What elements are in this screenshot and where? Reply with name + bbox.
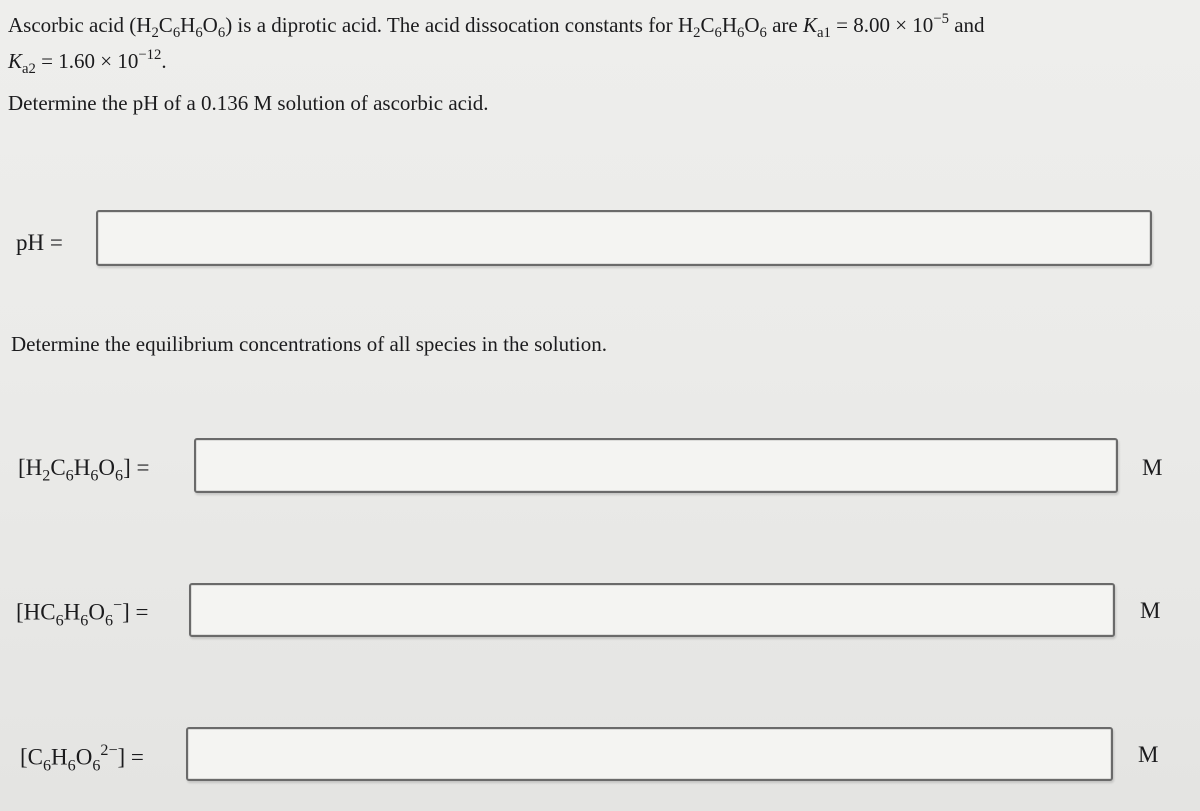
- formula-subscript: 6: [104, 612, 114, 630]
- h2a-unit: M: [1142, 455, 1163, 480]
- formula-text: ] =: [122, 599, 149, 625]
- formula-text: ] =: [117, 744, 144, 770]
- formula-subscript: 6: [43, 757, 52, 775]
- formula-charge: −: [113, 597, 123, 614]
- formula-text: O: [75, 744, 93, 770]
- ka1-symbol: K: [802, 12, 817, 37]
- formula-inline-1: [136, 12, 226, 41]
- formula-subscript: 2: [151, 24, 159, 41]
- problem-line-2: [8, 42, 167, 82]
- h2a-label: [18, 455, 149, 486]
- formula-text: H: [51, 744, 68, 770]
- ka1-value: = 8.00 × 10: [830, 12, 934, 37]
- question-concentrations: Determine the equilibrium concentrations of all species in the solution.: [11, 332, 608, 356]
- formula-text: [HC: [16, 599, 56, 625]
- formula-subscript: 6: [115, 467, 124, 485]
- formula-subscript: 6: [759, 24, 767, 41]
- formula-text: H: [63, 599, 81, 625]
- formula-inline-2: [677, 12, 767, 41]
- formula-text: C: [700, 12, 715, 37]
- formula-subscript: 6: [195, 24, 203, 41]
- formula-text: [C: [20, 744, 43, 770]
- formula-text: C: [158, 12, 173, 37]
- question-ph: Determine the pH of a 0.136 M solution of ascorbic acid.: [8, 91, 489, 115]
- formula-text: O: [98, 455, 116, 480]
- problem-text-are: are: [766, 12, 803, 37]
- problem-line-1: [8, 6, 985, 46]
- formula-charge: 2−: [100, 742, 118, 759]
- formula-text: H: [73, 455, 91, 480]
- problem-text-start: Ascorbic acid (: [8, 12, 137, 37]
- formula-text: H: [136, 12, 152, 37]
- formula-subscript: 6: [90, 467, 99, 485]
- ka2-subscript: a2: [22, 60, 36, 77]
- a-unit: M: [1138, 742, 1159, 767]
- ph-label: pH =: [16, 230, 63, 255]
- h2a-concentration-input[interactable]: [194, 438, 1118, 493]
- ka2-symbol: K: [8, 48, 23, 73]
- formula-subscript: 6: [55, 612, 64, 630]
- ph-input[interactable]: [96, 210, 1152, 266]
- ha-concentration-input[interactable]: [189, 583, 1115, 637]
- ha-label: [16, 597, 148, 630]
- formula-subscript: 6: [65, 467, 74, 485]
- formula-text: H: [180, 12, 196, 37]
- formula-subscript: 6: [217, 24, 226, 41]
- formula-subscript: 2: [693, 24, 701, 41]
- problem-text-mid: ) is a diprotic acid. The acid dissocation constants for: [225, 12, 678, 37]
- formula-text: H: [721, 12, 737, 37]
- formula-text: O: [88, 599, 105, 625]
- ka2-value: = 1.60 × 10: [35, 48, 139, 73]
- formula-subscript: 6: [172, 24, 181, 41]
- formula-subscript: 2: [42, 467, 51, 485]
- formula-subscript: 6: [714, 24, 722, 41]
- formula-subscript: 6: [80, 612, 89, 630]
- formula-text: O: [744, 12, 760, 37]
- a-label: [20, 742, 144, 775]
- formula-text: C: [50, 455, 66, 480]
- formula-text: ] =: [123, 455, 150, 480]
- formula-text: O: [202, 12, 218, 37]
- ha-unit: M: [1140, 598, 1161, 623]
- formula-text: H: [677, 12, 694, 37]
- formula-subscript: 6: [92, 757, 101, 775]
- ka1-exponent: −5: [933, 11, 949, 27]
- formula-subscript: 6: [67, 757, 76, 775]
- ka1-subscript: a1: [817, 24, 831, 41]
- formula-text: [H: [18, 455, 43, 480]
- ka2-period: .: [161, 48, 167, 73]
- a-concentration-input[interactable]: [186, 727, 1113, 781]
- ka2-exponent: −12: [138, 47, 162, 63]
- formula-subscript: 6: [736, 24, 745, 41]
- problem-text-and: and: [948, 12, 985, 37]
